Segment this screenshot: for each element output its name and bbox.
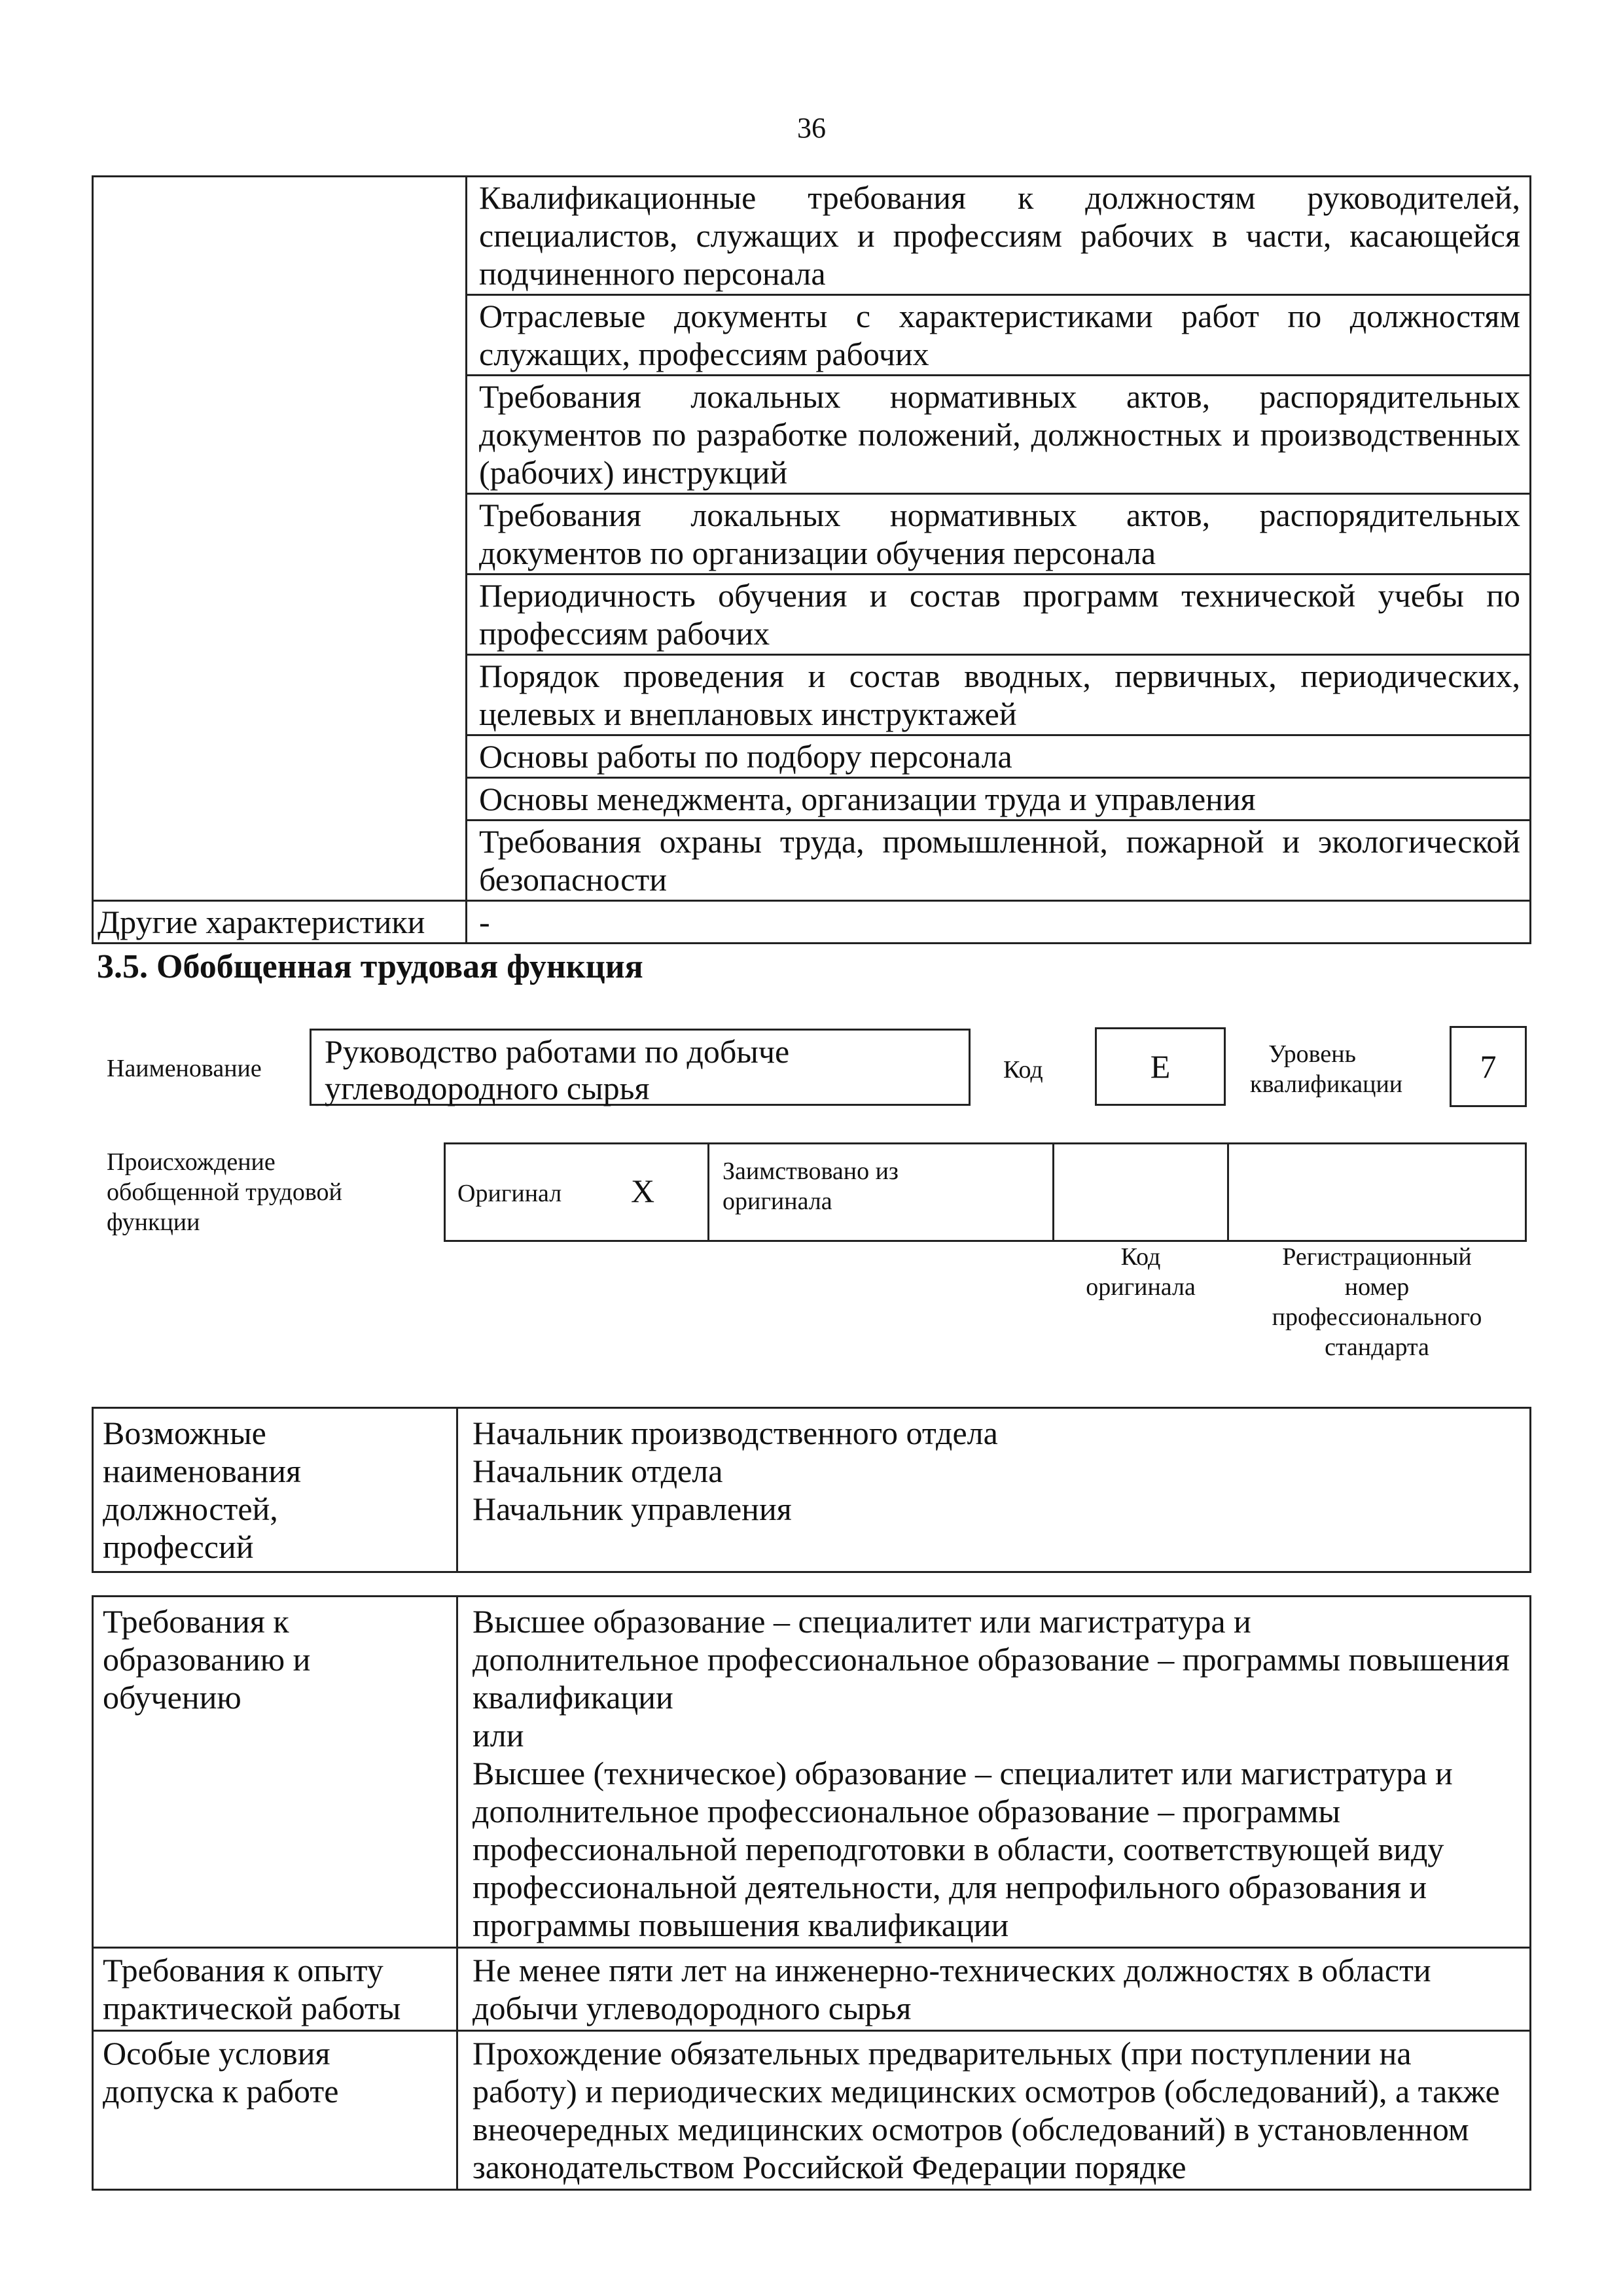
knowledge-table	[92, 175, 1531, 944]
section-title: 3.5. Обобщенная трудовая функция	[97, 948, 643, 985]
name-value-line: углеводородного сырья	[325, 1070, 650, 1106]
requirement-label	[93, 1948, 457, 2031]
requirement-line: Прохождение обязательных предварительных (при поступлении на	[473, 2035, 1412, 2072]
requirement-label-line: практической работы	[103, 1990, 401, 2026]
caption-code-line: Код	[1120, 1243, 1161, 1271]
code-label: Код	[1003, 1056, 1043, 1084]
origin-label-line: обобщенной трудовой	[107, 1178, 342, 1206]
requirement-label	[93, 2031, 457, 2190]
positions-label	[93, 1408, 457, 1572]
caption-reg-line: стандарта	[1325, 1333, 1429, 1361]
origin-borrowed-line: Заимствовано из	[722, 1157, 899, 1185]
level-value-box	[1450, 1026, 1527, 1107]
knowledge-row: Квалификационные требования к должностям руководителей, специалистов, служащих и профессиям рабочих в части, касающейся подчиненного персонала	[467, 177, 1531, 295]
knowledge-row: Основы менеджмента, организации труда и управления	[467, 778, 1531, 821]
requirement-label-line: обучению	[103, 1679, 241, 1716]
other-characteristics-label: Другие характеристики	[93, 901, 467, 944]
requirement-value	[457, 1948, 1531, 2031]
requirement-line: дополнительное профессиональное образование – программы	[473, 1793, 1341, 1829]
requirement-row	[93, 1948, 1531, 2031]
page-number: 36	[797, 112, 826, 144]
positions-label-line: Возможные	[103, 1415, 266, 1451]
code-value: E	[1150, 1048, 1171, 1085]
knowledge-row: Порядок проведения и состав вводных, первичных, периодических, целевых и внеплановых инструктажей	[467, 655, 1531, 735]
requirement-line: работу) и периодических медицинских осмотров (обследований), а также	[473, 2073, 1500, 2110]
level-label	[1250, 1039, 1403, 1099]
positions-label-line: профессий	[103, 1528, 254, 1565]
requirement-line: добычи углеводородного сырья	[473, 1990, 912, 2026]
caption-code	[1052, 1242, 1229, 1302]
positions-table	[92, 1407, 1531, 1573]
name-label: Наименование	[107, 1055, 262, 1082]
requirements-table	[92, 1595, 1531, 2191]
knowledge-row: Основы работы по подбору персонала	[467, 735, 1531, 778]
position-item: Начальник отдела	[473, 1453, 723, 1489]
name-value-box	[310, 1029, 971, 1106]
caption-reg-line: профессионального	[1272, 1303, 1482, 1331]
requirement-label-line: образованию и	[103, 1641, 311, 1678]
positions-label-line: должностей,	[103, 1491, 278, 1527]
positions-label-line: наименования	[103, 1453, 301, 1489]
requirement-line: профессиональной переподготовки в области, соответствующей виду	[473, 1831, 1444, 1867]
code-value-box	[1095, 1027, 1226, 1106]
origin-reg-cell	[1227, 1142, 1527, 1242]
knowledge-label-cell	[93, 177, 467, 901]
knowledge-row: Требования локальных нормативных актов, распорядительных документов по разработке положений, должностных и производственных (рабочих) инструкций	[467, 376, 1531, 494]
requirement-label-line: допуска к работе	[103, 2073, 339, 2110]
origin-label-line: Происхождение	[107, 1148, 276, 1176]
level-label-line: Уровень	[1268, 1040, 1356, 1068]
requirement-line: квалификации	[473, 1679, 673, 1716]
position-item: Начальник управления	[473, 1491, 792, 1527]
requirement-row	[93, 1597, 1531, 1948]
requirement-row	[93, 2031, 1531, 2190]
requirement-line: Высшее образование – специалитет или магистратура и	[473, 1603, 1251, 1640]
caption-registration	[1227, 1242, 1527, 1362]
requirement-line: программы повышения квалификации	[473, 1907, 1009, 1943]
requirement-line: профессиональной деятельности, для непрофильного образования и	[473, 1869, 1427, 1905]
requirement-label-line: Особые условия	[103, 2035, 330, 2072]
other-characteristics-value: -	[467, 901, 1531, 944]
requirement-line: дополнительное профессиональное образование – программы повышения	[473, 1641, 1510, 1678]
origin-original-label: Оригинал	[457, 1180, 562, 1207]
knowledge-row: Отраслевые документы с характеристиками работ по должностям служащих, профессиям рабочих	[467, 295, 1531, 376]
requirement-label	[93, 1597, 457, 1948]
requirement-line: законодательством Российской Федерации порядке	[473, 2149, 1186, 2185]
requirement-line: Не менее пяти лет на инженерно-технических должностях в области	[473, 1952, 1431, 1988]
level-label-line: квалификации	[1250, 1070, 1403, 1098]
position-item: Начальник производственного отдела	[473, 1415, 998, 1451]
requirement-line: Высшее (техническое) образование – специалитет или магистратура и	[473, 1755, 1453, 1792]
knowledge-row: Требования локальных нормативных актов, распорядительных документов по организации обучения персонала	[467, 494, 1531, 574]
origin-code-cell	[1052, 1142, 1229, 1242]
origin-label	[107, 1147, 342, 1237]
requirement-line: или	[473, 1717, 524, 1754]
name-value-line: Руководство работами по добыче	[325, 1033, 790, 1070]
level-value: 7	[1480, 1048, 1497, 1085]
requirement-value	[457, 2031, 1531, 2190]
requirement-line: внеочередных медицинских осмотров (обследований) в установленном	[473, 2111, 1469, 2147]
origin-original-cell	[444, 1142, 709, 1242]
origin-borrowed-line: оригинала	[722, 1188, 832, 1215]
caption-reg-line: номер	[1344, 1273, 1410, 1301]
caption-code-line: оригинала	[1086, 1273, 1196, 1301]
positions-values	[457, 1408, 1531, 1572]
requirement-label-line: Требования к	[103, 1603, 289, 1640]
requirement-value	[457, 1597, 1531, 1948]
origin-borrowed-cell	[707, 1142, 1054, 1242]
requirement-label-line: Требования к опыту	[103, 1952, 383, 1988]
caption-reg-line: Регистрационный	[1282, 1243, 1472, 1271]
origin-label-line: функции	[107, 1209, 200, 1236]
origin-original-mark: X	[631, 1173, 655, 1209]
knowledge-row: Требования охраны труда, промышленной, пожарной и экологической безопасности	[467, 821, 1531, 901]
knowledge-row: Периодичность обучения и состав программ технической учебы по профессиям рабочих	[467, 574, 1531, 655]
